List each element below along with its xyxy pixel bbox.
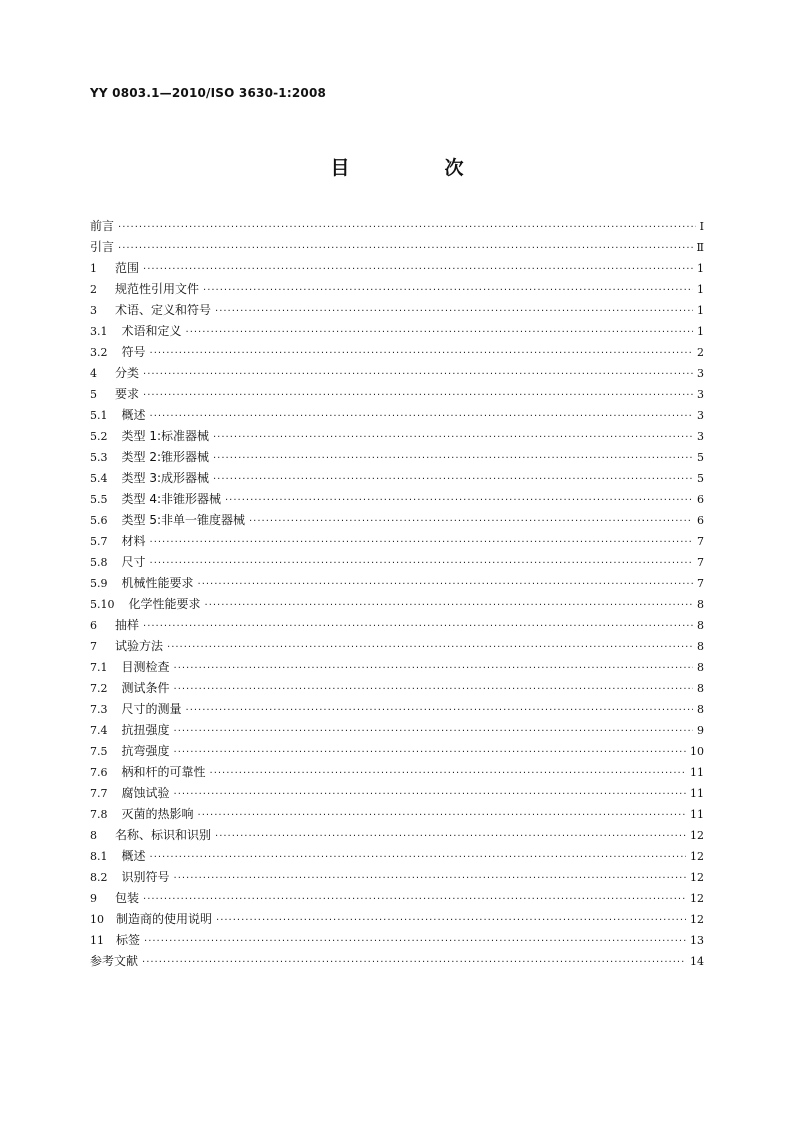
toc-dot-leader [215, 826, 686, 847]
toc-dot-leader [174, 868, 686, 889]
toc-entry-page: 8 [697, 682, 704, 695]
toc-entry-title: 术语和定义 [121, 324, 182, 338]
toc-dot-leader [150, 847, 686, 868]
toc-entry-page: 2 [697, 346, 704, 359]
toc-entry-page: 1 [697, 283, 704, 296]
toc-entry-title: 抗扭强度 [121, 723, 170, 737]
toc-entry-number: 11 [90, 934, 104, 947]
toc-entry-page: 13 [690, 934, 704, 947]
toc-dot-leader [225, 490, 693, 511]
toc-dot-leader [213, 448, 693, 469]
toc-entry-page: 8 [697, 598, 704, 611]
toc-dot-leader [213, 427, 693, 448]
toc-dot-leader [143, 385, 693, 406]
toc-entry-number: 9 [90, 892, 97, 905]
toc-entry-title: 类型 3:成形器械 [121, 471, 209, 485]
toc-entry-number: 5.10 [90, 598, 115, 611]
toc-entry[interactable] [90, 867, 704, 888]
toc-dot-leader [210, 763, 686, 784]
toc-dot-leader [150, 343, 693, 364]
toc-entry-number: 5.6 [90, 514, 108, 527]
toc-entry-title: 材料 [121, 534, 146, 548]
toc-entry-number: 5.2 [90, 430, 108, 443]
toc-dot-leader [174, 784, 686, 805]
toc-entry-page: 5 [697, 451, 704, 464]
toc-entry[interactable] [90, 573, 704, 594]
toc-entry-title: 前言 [90, 219, 115, 233]
toc-entry-number: 7.4 [90, 724, 108, 737]
toc-entry-title: 类型 2:锥形器械 [121, 450, 209, 464]
toc-dot-leader [118, 217, 696, 238]
toc-entry[interactable] [90, 216, 704, 237]
toc-entry-number: 5.7 [90, 535, 108, 548]
table-of-contents [90, 216, 704, 972]
toc-entry-number: 3.1 [90, 325, 108, 338]
toc-entry[interactable] [90, 237, 704, 258]
toc-entry-title: 分类 [115, 366, 140, 380]
toc-entry-title: 范围 [115, 261, 140, 275]
toc-entry-number: 4 [90, 367, 97, 380]
toc-entry-page: 11 [690, 766, 704, 779]
toc-entry-title: 机械性能要求 [121, 576, 194, 590]
toc-entry[interactable] [90, 930, 704, 951]
toc-entry[interactable] [90, 531, 704, 552]
toc-entry-title: 类型 5:非单一锥度器械 [121, 513, 245, 527]
toc-entry-title: 试验方法 [115, 639, 164, 653]
toc-entry-number: 7.3 [90, 703, 108, 716]
toc-entry-page: 1 [697, 304, 704, 317]
toc-dot-leader [143, 364, 693, 385]
toc-entry-page: 9 [697, 724, 704, 737]
toc-dot-leader [186, 700, 693, 721]
toc-dot-leader [203, 280, 693, 301]
toc-entry-number: 8 [90, 829, 97, 842]
toc-entry[interactable] [90, 384, 704, 405]
toc-entry-number: 7.8 [90, 808, 108, 821]
toc-entry-page: 3 [697, 388, 704, 401]
toc-dot-leader [174, 658, 693, 679]
toc-entry-page: 6 [697, 493, 704, 506]
toc-entry[interactable] [90, 426, 704, 447]
toc-entry-title: 标签 [116, 933, 141, 947]
toc-entry-title: 识别符号 [121, 870, 170, 884]
toc-entry-number: 1 [90, 262, 97, 275]
toc-dot-leader [213, 469, 693, 490]
toc-dot-leader [186, 322, 693, 343]
toc-entry-title: 尺寸的测量 [121, 702, 182, 716]
toc-entry[interactable] [90, 363, 704, 384]
toc-entry-title: 测试条件 [121, 681, 170, 695]
toc-entry-title: 概述 [121, 849, 146, 863]
toc-dot-leader [216, 910, 686, 931]
toc-entry-page: 1 [697, 262, 704, 275]
toc-entry-number: 10 [90, 913, 104, 926]
toc-entry-page: 14 [690, 955, 704, 968]
toc-entry-page: 11 [690, 808, 704, 821]
toc-entry[interactable] [90, 636, 704, 657]
toc-entry-page: 8 [697, 703, 704, 716]
toc-entry[interactable] [90, 888, 704, 909]
toc-entry[interactable] [90, 720, 704, 741]
toc-entry-number: 8.2 [90, 871, 108, 884]
toc-entry[interactable] [90, 951, 704, 972]
toc-entry[interactable] [90, 741, 704, 762]
toc-dot-leader [198, 805, 686, 826]
toc-entry-page: 1 [697, 325, 704, 338]
toc-entry-number: 8.1 [90, 850, 108, 863]
toc-entry[interactable] [90, 258, 704, 279]
toc-dot-leader [144, 931, 686, 952]
toc-entry-number: 5.9 [90, 577, 108, 590]
toc-entry-page: 10 [690, 745, 704, 758]
toc-entry-title: 参考文献 [90, 954, 139, 968]
toc-entry-page: 8 [697, 619, 704, 632]
toc-entry-page: 8 [697, 661, 704, 674]
toc-entry-page: 6 [697, 514, 704, 527]
toc-entry[interactable] [90, 489, 704, 510]
toc-entry[interactable] [90, 699, 704, 720]
toc-entry-number: 5 [90, 388, 97, 401]
toc-entry-page: 8 [697, 640, 704, 653]
toc-entry-number: 7.5 [90, 745, 108, 758]
toc-entry-page: 11 [690, 787, 704, 800]
toc-entry-title: 柄和杆的可靠性 [121, 765, 206, 779]
toc-entry[interactable] [90, 615, 704, 636]
standard-number: YY 0803.1—2010/ISO 3630-1:2008 [90, 86, 327, 100]
toc-entry-page: 12 [690, 913, 704, 926]
toc-entry[interactable] [90, 804, 704, 825]
toc-dot-leader [174, 679, 693, 700]
toc-entry-title: 引言 [90, 240, 115, 254]
toc-dot-leader [142, 952, 686, 973]
toc-entry-number: 7.1 [90, 661, 108, 674]
toc-entry[interactable] [90, 594, 704, 615]
toc-entry-title: 腐蚀试验 [121, 786, 170, 800]
toc-entry-title: 概述 [121, 408, 146, 422]
toc-dot-leader [150, 532, 693, 553]
toc-dot-leader [198, 574, 693, 595]
toc-dot-leader [150, 553, 693, 574]
toc-entry-number: 5.1 [90, 409, 108, 422]
toc-entry-page: 12 [690, 850, 704, 863]
toc-entry-page: Ⅱ [696, 241, 704, 254]
toc-entry-title: 包装 [115, 891, 140, 905]
toc-entry-title: 抗弯强度 [121, 744, 170, 758]
toc-entry-page: 12 [690, 892, 704, 905]
toc-entry[interactable] [90, 846, 704, 867]
toc-entry[interactable] [90, 909, 704, 930]
toc-entry[interactable] [90, 783, 704, 804]
toc-entry-page: Ⅰ [699, 220, 704, 233]
toc-entry-title: 术语、定义和符号 [115, 303, 212, 317]
toc-entry-title: 目测检查 [121, 660, 170, 674]
toc-entry-number: 5.8 [90, 556, 108, 569]
toc-dot-leader [150, 406, 693, 427]
toc-entry-number: 2 [90, 283, 97, 296]
toc-entry-number: 5.4 [90, 472, 108, 485]
toc-entry[interactable] [90, 657, 704, 678]
toc-dot-leader [143, 889, 686, 910]
toc-entry-title: 尺寸 [121, 555, 146, 569]
toc-dot-leader [143, 616, 693, 637]
toc-entry[interactable] [90, 342, 704, 363]
toc-entry-number: 7 [90, 640, 97, 653]
toc-entry-title: 抽样 [115, 618, 140, 632]
toc-entry-page: 7 [697, 577, 704, 590]
toc-entry-title: 类型 4:非锥形器械 [121, 492, 221, 506]
toc-entry-number: 3 [90, 304, 97, 317]
toc-dot-leader [174, 742, 686, 763]
toc-entry-title: 类型 1:标准器械 [121, 429, 209, 443]
toc-dot-leader [167, 637, 693, 658]
toc-entry[interactable] [90, 552, 704, 573]
toc-entry[interactable] [90, 447, 704, 468]
toc-entry-page: 3 [697, 367, 704, 380]
toc-entry-title: 制造商的使用说明 [116, 912, 213, 926]
toc-entry-page: 12 [690, 871, 704, 884]
toc-dot-leader [143, 259, 693, 280]
toc-entry-page: 12 [690, 829, 704, 842]
toc-entry-title: 要求 [115, 387, 140, 401]
toc-entry[interactable] [90, 510, 704, 531]
toc-entry[interactable] [90, 678, 704, 699]
toc-entry[interactable] [90, 279, 704, 300]
toc-entry[interactable] [90, 825, 704, 846]
toc-entry-page: 3 [697, 409, 704, 422]
page-title: 目 次 [330, 157, 502, 179]
toc-dot-leader [215, 301, 693, 322]
toc-entry-title: 灭菌的热影响 [121, 807, 194, 821]
toc-entry-number: 3.2 [90, 346, 108, 359]
toc-entry-number: 5.5 [90, 493, 108, 506]
toc-entry[interactable] [90, 468, 704, 489]
toc-entry-page: 7 [697, 556, 704, 569]
toc-entry-page: 7 [697, 535, 704, 548]
toc-entry-title: 符号 [121, 345, 146, 359]
toc-entry[interactable] [90, 300, 704, 321]
toc-dot-leader [249, 511, 693, 532]
toc-entry-number: 7.7 [90, 787, 108, 800]
toc-entry-title: 名称、标识和识别 [115, 828, 212, 842]
toc-entry[interactable] [90, 762, 704, 783]
toc-dot-leader [174, 721, 693, 742]
toc-entry[interactable] [90, 405, 704, 426]
toc-entry-title: 化学性能要求 [128, 597, 201, 611]
toc-dot-leader [205, 595, 693, 616]
toc-entry-number: 6 [90, 619, 97, 632]
toc-entry-page: 3 [697, 430, 704, 443]
toc-entry-number: 7.6 [90, 766, 108, 779]
toc-entry-title: 规范性引用文件 [115, 282, 200, 296]
toc-entry-page: 5 [697, 472, 704, 485]
toc-entry-number: 7.2 [90, 682, 108, 695]
toc-dot-leader [118, 238, 693, 259]
toc-entry[interactable] [90, 321, 704, 342]
toc-entry-number: 5.3 [90, 451, 108, 464]
